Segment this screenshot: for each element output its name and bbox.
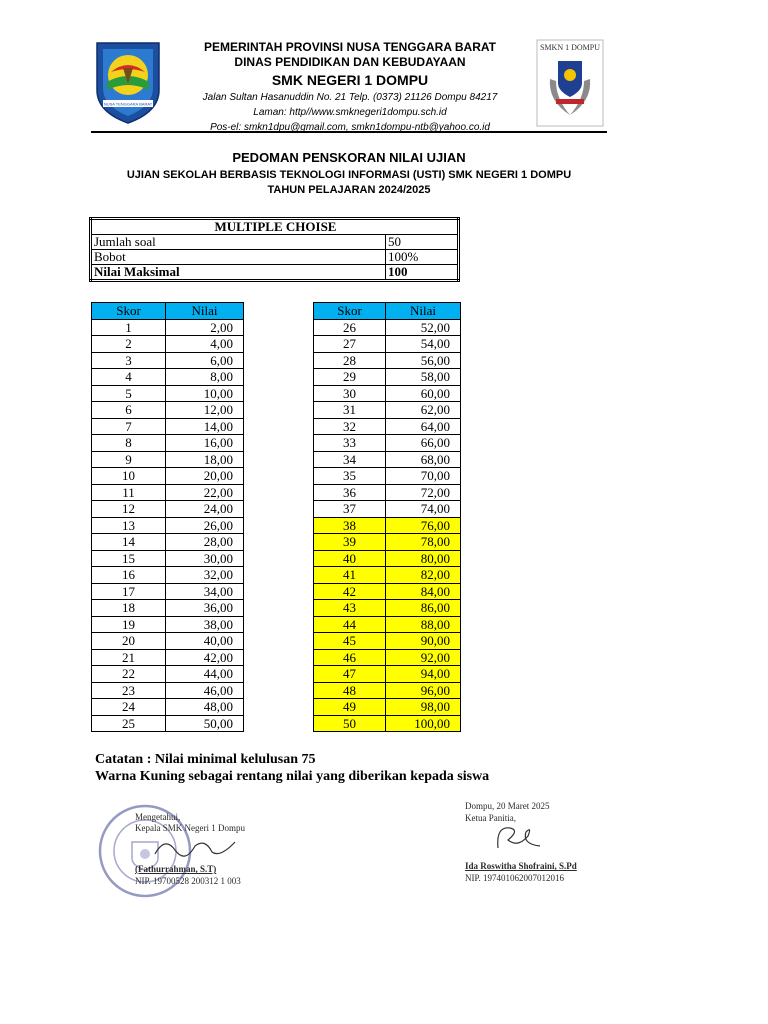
- score-cell: 8: [92, 435, 166, 452]
- table-row: [314, 319, 461, 336]
- score-cell: 1: [92, 319, 166, 336]
- score-cell: 4: [92, 369, 166, 386]
- right-signature-name: Ida Roswitha Shofraini, S.Pd: [465, 861, 577, 871]
- score-cell: 30: [314, 385, 386, 402]
- value-cell: 6,00: [166, 352, 244, 369]
- score-cell: 22: [92, 666, 166, 683]
- value-cell: 10,00: [166, 385, 244, 402]
- score-cell: 13: [92, 517, 166, 534]
- left-signature-title: Kepala SMK Negeri 1 Dompu: [135, 823, 245, 833]
- value-cell: 18,00: [166, 451, 244, 468]
- score-cell: 37: [314, 501, 386, 518]
- table-row: [92, 385, 244, 402]
- mc-header: MULTIPLE CHOISE: [91, 219, 459, 235]
- table-row: [92, 715, 244, 732]
- value-cell: 74,00: [386, 501, 461, 518]
- score-cell: 20: [92, 633, 166, 650]
- value-cell: 52,00: [386, 319, 461, 336]
- table-row: [92, 534, 244, 551]
- value-cell: 12,00: [166, 402, 244, 419]
- table-row: [314, 484, 461, 501]
- value-cell: 60,00: [386, 385, 461, 402]
- table-row: [92, 319, 244, 336]
- table-row: [314, 435, 461, 452]
- document-title: PEDOMAN PENSKORAN NILAI UJIAN: [232, 150, 466, 165]
- table-row: [92, 666, 244, 683]
- value-cell: 46,00: [166, 682, 244, 699]
- score-cell: 29: [314, 369, 386, 386]
- smkn1-dompu-logo: [536, 39, 604, 127]
- value-cell: 98,00: [386, 699, 461, 716]
- score-cell: 12: [92, 501, 166, 518]
- score-cell: 23: [92, 682, 166, 699]
- table-row: [314, 501, 461, 518]
- value-cell: 56,00: [386, 352, 461, 369]
- table-row: [314, 600, 461, 617]
- score-cell: 47: [314, 666, 386, 683]
- value-cell: 62,00: [386, 402, 461, 419]
- score-cell: 14: [92, 534, 166, 551]
- table-row: [314, 567, 461, 584]
- mc-label-question-count: Jumlah soal: [91, 235, 386, 250]
- score-cell: 3: [92, 352, 166, 369]
- left-handwritten-signature: [150, 832, 240, 862]
- value-cell: 100,00: [386, 715, 461, 732]
- score-cell: 41: [314, 567, 386, 584]
- multiple-choice-info-table: [89, 217, 460, 282]
- letterhead-email: Pos-el: smkn1dpu@gmail.com, smkn1dompu-ntb@yahoo.co.id: [210, 122, 490, 133]
- mc-value-question-count: 50: [386, 235, 459, 250]
- score-cell: 27: [314, 336, 386, 353]
- right-signature-role: Ketua Panitia,: [465, 813, 516, 823]
- table-row: [92, 550, 244, 567]
- score-cell: 16: [92, 567, 166, 584]
- column-header-skor: Skor: [314, 303, 386, 320]
- letterhead-address: Jalan Sultan Hasanuddin No. 21 Telp. (0373) 21126 Dompu 84217: [202, 92, 498, 103]
- value-cell: 50,00: [166, 715, 244, 732]
- ntb-province-logo: [93, 40, 163, 125]
- score-cell: 15: [92, 550, 166, 567]
- score-cell: 26: [314, 319, 386, 336]
- table-row: [314, 633, 461, 650]
- table-row: [314, 583, 461, 600]
- table-row: [92, 616, 244, 633]
- value-cell: 90,00: [386, 633, 461, 650]
- score-cell: 18: [92, 600, 166, 617]
- table-row: [92, 501, 244, 518]
- value-cell: 38,00: [166, 616, 244, 633]
- value-cell: 64,00: [386, 418, 461, 435]
- value-cell: 86,00: [386, 600, 461, 617]
- score-cell: 36: [314, 484, 386, 501]
- table-row: [314, 682, 461, 699]
- value-cell: 40,00: [166, 633, 244, 650]
- value-cell: 48,00: [166, 699, 244, 716]
- value-cell: 4,00: [166, 336, 244, 353]
- score-cell: 50: [314, 715, 386, 732]
- svg-text:SMKN 1 DOMPU: SMKN 1 DOMPU: [539, 43, 601, 52]
- value-cell: 42,00: [166, 649, 244, 666]
- letterhead-government: PEMERINTAH PROVINSI NUSA TENGGARA BARAT: [203, 40, 496, 54]
- score-cell: 39: [314, 534, 386, 551]
- score-cell: 5: [92, 385, 166, 402]
- mc-value-weight: 100%: [386, 250, 459, 265]
- table-row: [314, 517, 461, 534]
- value-cell: 70,00: [386, 468, 461, 485]
- value-cell: 92,00: [386, 649, 461, 666]
- value-cell: 30,00: [166, 550, 244, 567]
- score-cell: 40: [314, 550, 386, 567]
- value-cell: 8,00: [166, 369, 244, 386]
- right-signature-date: Dompu, 20 Maret 2025: [465, 801, 550, 811]
- score-cell: 45: [314, 633, 386, 650]
- value-cell: 16,00: [166, 435, 244, 452]
- value-cell: 24,00: [166, 501, 244, 518]
- table-row: [92, 451, 244, 468]
- score-table-left: [91, 302, 244, 732]
- score-cell: 9: [92, 451, 166, 468]
- value-cell: 84,00: [386, 583, 461, 600]
- score-cell: 46: [314, 649, 386, 666]
- score-cell: 33: [314, 435, 386, 452]
- letterhead-department: DINAS PENDIDIKAN DAN KEBUDAYAAN: [234, 55, 466, 69]
- table-row: [92, 369, 244, 386]
- score-cell: 10: [92, 468, 166, 485]
- table-row: [92, 352, 244, 369]
- table-row: [314, 534, 461, 551]
- value-cell: 66,00: [386, 435, 461, 452]
- academic-year: TAHUN PELAJARAN 2024/2025: [267, 184, 431, 196]
- table-row: [314, 418, 461, 435]
- left-signature-name: (Fathurrahman, S.T): [135, 864, 217, 874]
- score-cell: 28: [314, 352, 386, 369]
- table-row: [92, 468, 244, 485]
- value-cell: 94,00: [386, 666, 461, 683]
- right-signature-nip: NIP. 197401062007012016: [465, 873, 565, 883]
- table-row: [92, 336, 244, 353]
- value-cell: 82,00: [386, 567, 461, 584]
- score-cell: 17: [92, 583, 166, 600]
- value-cell: 34,00: [166, 583, 244, 600]
- value-cell: 2,00: [166, 319, 244, 336]
- letterhead: [170, 40, 530, 135]
- table-row: [314, 699, 461, 716]
- table-row: [314, 649, 461, 666]
- score-cell: 38: [314, 517, 386, 534]
- mc-label-max-score: Nilai Maksimal: [91, 265, 386, 281]
- note-passing-score: Catatan : Nilai minimal kelulusan 75: [95, 752, 316, 767]
- table-row: [314, 352, 461, 369]
- table-row: [314, 336, 461, 353]
- letterhead-school-name: SMK NEGERI 1 DOMPU: [271, 72, 429, 88]
- letterhead-website: Laman: http//www.smknegeri1dompu.sch.id: [253, 107, 447, 118]
- table-row: [314, 550, 461, 567]
- score-cell: 48: [314, 682, 386, 699]
- score-cell: 44: [314, 616, 386, 633]
- table-row: [92, 402, 244, 419]
- note-yellow-range: Warna Kuning sebagai rentang nilai yang diberikan kepada siswa: [95, 769, 490, 784]
- table-row: [314, 451, 461, 468]
- table-row: [92, 517, 244, 534]
- svg-text:NUSA TENGGARA BARAT: NUSA TENGGARA BARAT: [103, 101, 153, 107]
- right-handwritten-signature: [488, 818, 548, 858]
- score-cell: 2: [92, 336, 166, 353]
- value-cell: 44,00: [166, 666, 244, 683]
- table-row: [92, 699, 244, 716]
- mc-label-weight: Bobot: [91, 250, 386, 265]
- score-cell: 43: [314, 600, 386, 617]
- score-cell: 7: [92, 418, 166, 435]
- value-cell: 76,00: [386, 517, 461, 534]
- table-row: [314, 402, 461, 419]
- score-cell: 19: [92, 616, 166, 633]
- value-cell: 78,00: [386, 534, 461, 551]
- column-header-skor: Skor: [92, 303, 166, 320]
- value-cell: 32,00: [166, 567, 244, 584]
- table-row: [92, 435, 244, 452]
- value-cell: 54,00: [386, 336, 461, 353]
- value-cell: 58,00: [386, 369, 461, 386]
- value-cell: 80,00: [386, 550, 461, 567]
- score-cell: 31: [314, 402, 386, 419]
- table-row: [92, 567, 244, 584]
- table-row: [314, 385, 461, 402]
- value-cell: 22,00: [166, 484, 244, 501]
- value-cell: 26,00: [166, 517, 244, 534]
- score-cell: 21: [92, 649, 166, 666]
- table-row: [92, 583, 244, 600]
- value-cell: 72,00: [386, 484, 461, 501]
- score-cell: 35: [314, 468, 386, 485]
- table-row: [92, 633, 244, 650]
- score-cell: 32: [314, 418, 386, 435]
- document-subtitle: UJIAN SEKOLAH BERBASIS TEKNOLOGI INFORMASI (USTI) SMK NEGERI 1 DOMPU: [126, 169, 572, 181]
- table-row: [92, 484, 244, 501]
- letterhead-rule: [91, 131, 607, 133]
- value-cell: 96,00: [386, 682, 461, 699]
- table-row: [314, 616, 461, 633]
- value-cell: 14,00: [166, 418, 244, 435]
- table-row: [92, 600, 244, 617]
- value-cell: 88,00: [386, 616, 461, 633]
- score-cell: 34: [314, 451, 386, 468]
- table-row: [314, 468, 461, 485]
- score-cell: 25: [92, 715, 166, 732]
- column-header-nilai: Nilai: [166, 303, 244, 320]
- column-header-nilai: Nilai: [386, 303, 461, 320]
- score-cell: 24: [92, 699, 166, 716]
- value-cell: 36,00: [166, 600, 244, 617]
- score-cell: 49: [314, 699, 386, 716]
- mc-value-max-score: 100: [386, 265, 459, 281]
- table-row: [314, 715, 461, 732]
- value-cell: 68,00: [386, 451, 461, 468]
- table-row: [314, 666, 461, 683]
- score-cell: 42: [314, 583, 386, 600]
- table-row: [92, 649, 244, 666]
- score-table-right: [313, 302, 461, 732]
- table-row: [314, 369, 461, 386]
- score-cell: 11: [92, 484, 166, 501]
- value-cell: 28,00: [166, 534, 244, 551]
- table-row: [92, 682, 244, 699]
- left-signature-nip: NIP. 19700528 200312 1 003: [135, 876, 241, 886]
- value-cell: 20,00: [166, 468, 244, 485]
- left-signature-acknowledged: Mengetahui,: [135, 812, 181, 822]
- table-row: [92, 418, 244, 435]
- score-cell: 6: [92, 402, 166, 419]
